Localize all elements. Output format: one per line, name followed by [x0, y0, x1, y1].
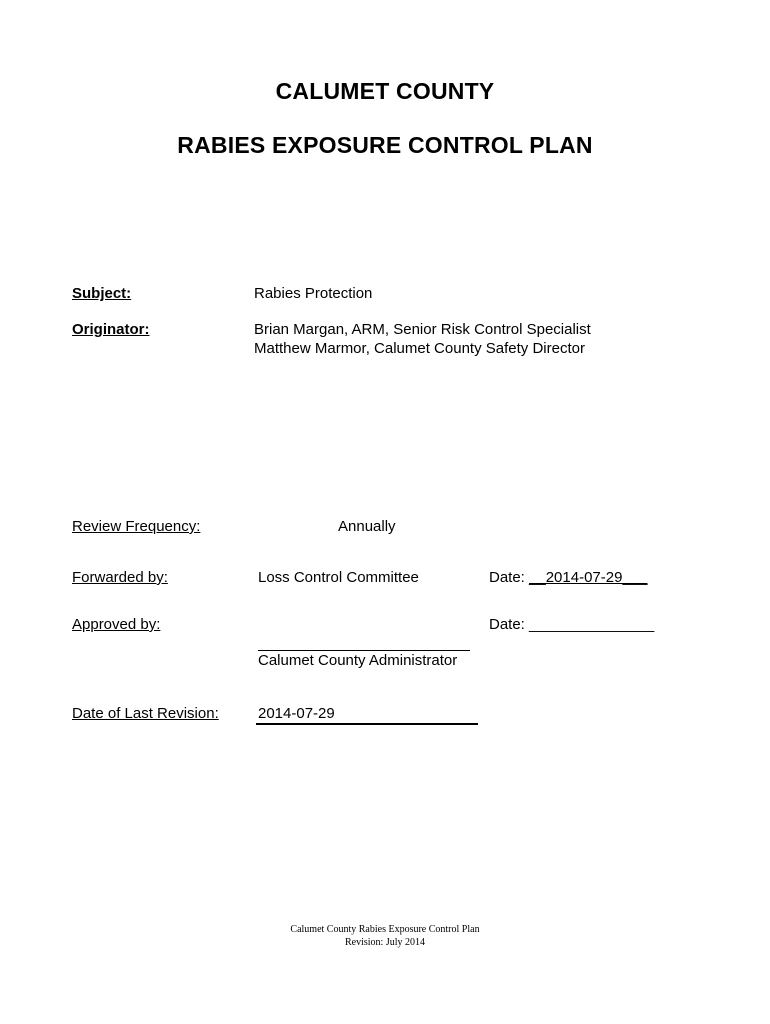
approved-date-label: Date:	[489, 616, 530, 633]
approver-title: Calumet County Administrator	[258, 652, 458, 669]
forwarded-date-value: __2014-07-29___	[529, 569, 648, 586]
last-revision-label: Date of Last Revision:	[72, 705, 219, 722]
last-revision-value: 2014-07-29	[258, 705, 335, 722]
originator-label: Originator:	[72, 321, 150, 338]
last-revision-underline	[256, 723, 478, 725]
title-plan: RABIES EXPOSURE CONTROL PLAN	[177, 132, 593, 158]
forwarded-by-value: Loss Control Committee	[258, 569, 419, 586]
footer-line-2: Revision: July 2014	[344, 937, 425, 948]
review-frequency-label: Review Frequency:	[72, 518, 201, 535]
approved-date	[489, 616, 654, 633]
title-county: CALUMET COUNTY	[275, 78, 495, 104]
originator-line-1: Brian Margan, ARM, Senior Risk Control Specialist	[254, 321, 591, 338]
subject-value: Rabies Protection	[254, 285, 373, 302]
forwarded-date	[489, 569, 647, 586]
forwarded-date-label: Date:	[489, 569, 530, 586]
footer-line-1: Calumet County Rabies Exposure Control Plan	[290, 924, 480, 935]
forwarded-by-label: Forwarded by:	[72, 569, 168, 586]
originator-line-2: Matthew Marmor, Calumet County Safety Director	[254, 340, 585, 357]
subject-label: Subject:	[72, 285, 132, 302]
approved-by-label: Approved by:	[72, 616, 161, 633]
signature-line	[258, 650, 470, 651]
approved-date-blank: _______________	[529, 616, 655, 633]
review-frequency-value: Annually	[338, 518, 396, 535]
